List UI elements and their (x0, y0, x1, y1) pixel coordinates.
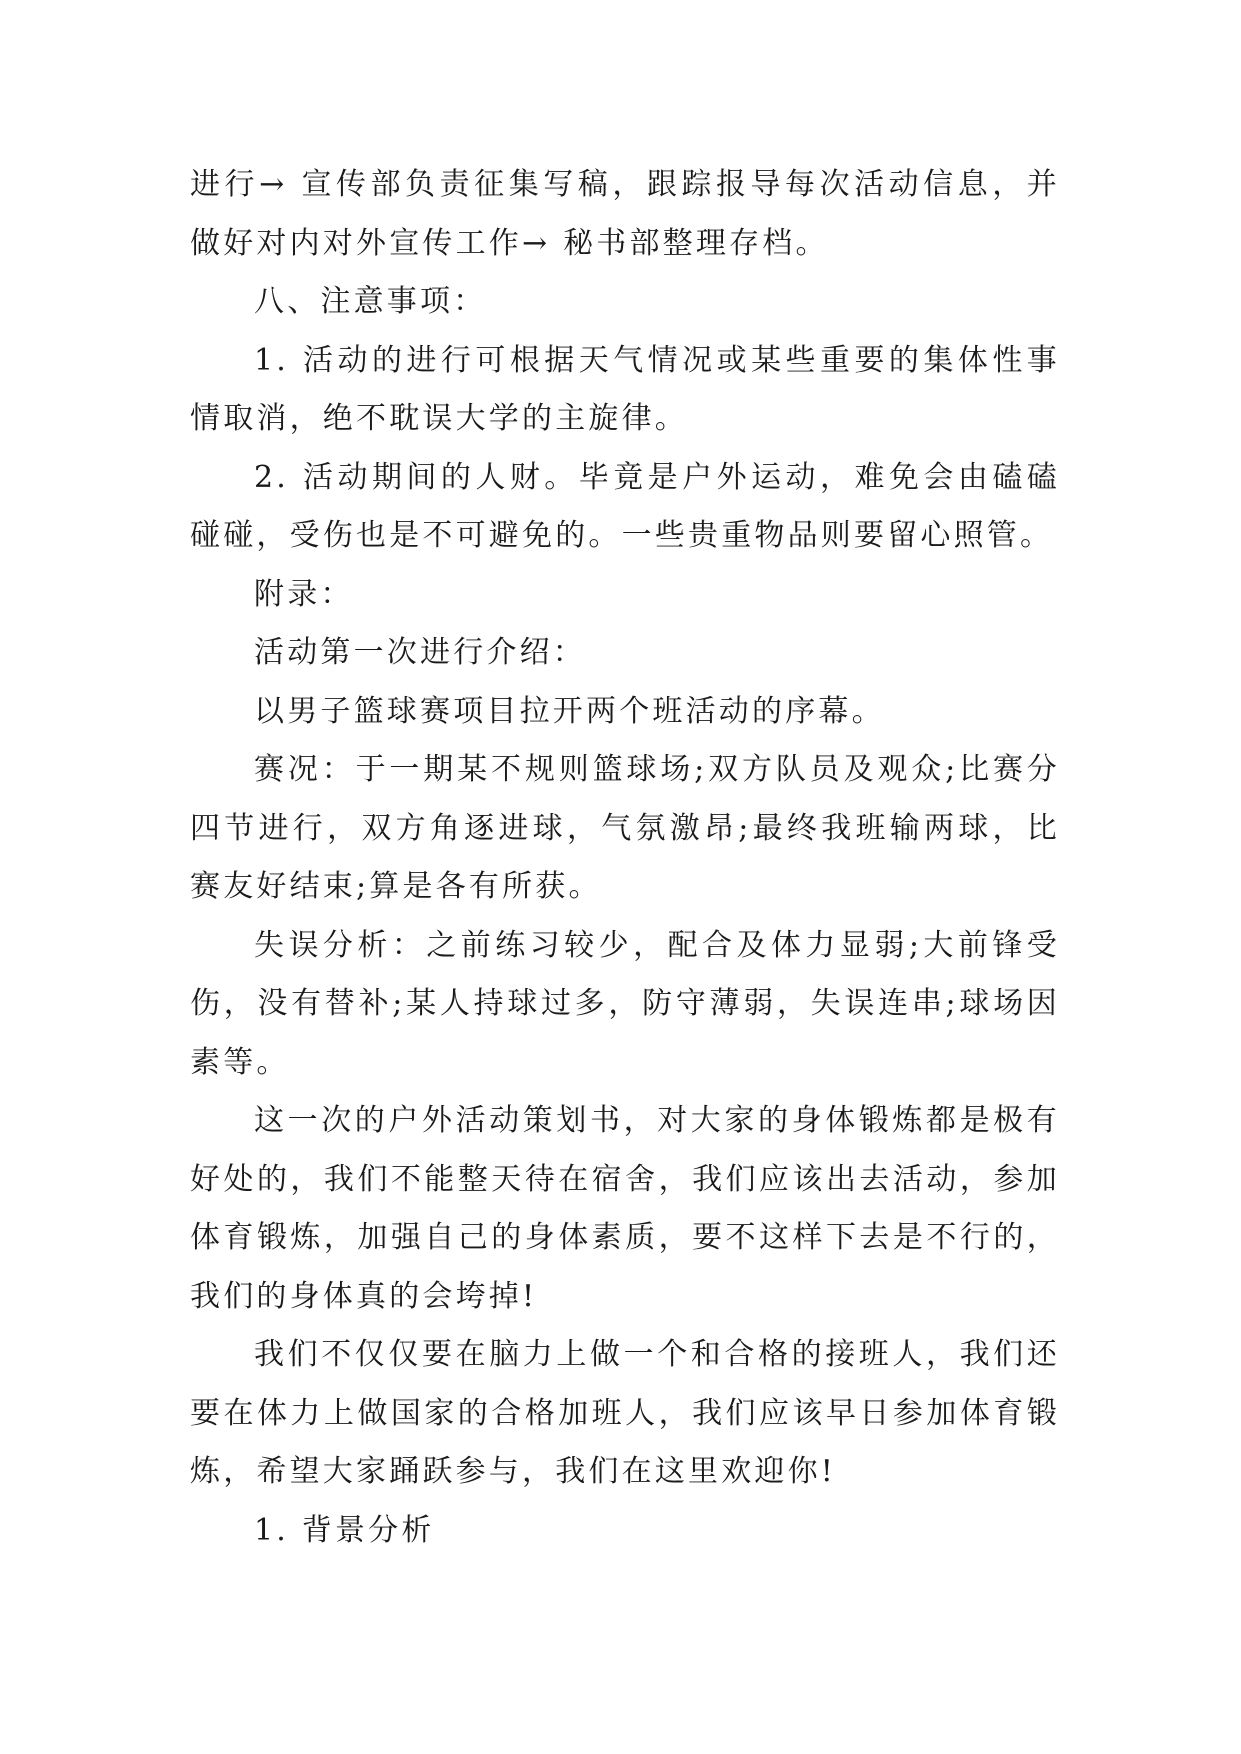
heading-notes: 八、注意事项： (254, 284, 487, 319)
paragraph-summary: 这一次的户外活动策划书，对大家的身体锻炼都是极有好处的，我们不能整天待在宿舍，我们应该出去活动，参加体育锻炼，加强自己的身体素质，要不这样下去是不行的，我们的身体真的会垮掉! (190, 1103, 1060, 1314)
paragraph-call-to-action: 我们不仅仅要在脑力上做一个和合格的接班人，我们还要在体力上做国家的合格加班人，我们应该早日参加体育锻炼，希望大家踊跃参与，我们在这里欢迎你! (190, 1337, 1060, 1489)
paragraph-opening: 以男子篮球赛项目拉开两个班活动的序幕。 (254, 693, 885, 729)
paragraph-note-1: 1. 活动的进行可根据天气情况或某些重要的集体性事情取消，绝不耽误大学的主旋律。 (190, 342, 1060, 436)
heading-background-analysis: 1. 背景分析 (254, 1512, 435, 1548)
document-body (190, 156, 1060, 1560)
paragraph-match-report: 赛况：于一期某不规则篮球场;双方队员及观众;比赛分四节进行，双方角逐进球，气氛激昂;最终我班输两球，比赛友好结束;算是各有所获。 (190, 752, 1060, 904)
paragraph-note-2: 2. 活动期间的人财。毕竟是户外运动，难免会由磕磕碰碰，受伤也是不可避免的。一些贵重物品则要留心照管。 (190, 459, 1060, 553)
paragraph-error-analysis: 失误分析：之前练习较少，配合及体力显弱;大前锋受伤，没有替补;某人持球过多，防守薄弱，失误连串;球场因素等。 (190, 927, 1060, 1080)
heading-first-activity: 活动第一次进行介绍： (254, 635, 586, 670)
paragraph-publicity-workflow: 进行→ 宣传部负责征集写稿，跟踪报导每次活动信息，并做好对内对外宣传工作→ 秘书部整理存档。 (190, 167, 1060, 261)
heading-appendix: 附录： (254, 576, 354, 612)
